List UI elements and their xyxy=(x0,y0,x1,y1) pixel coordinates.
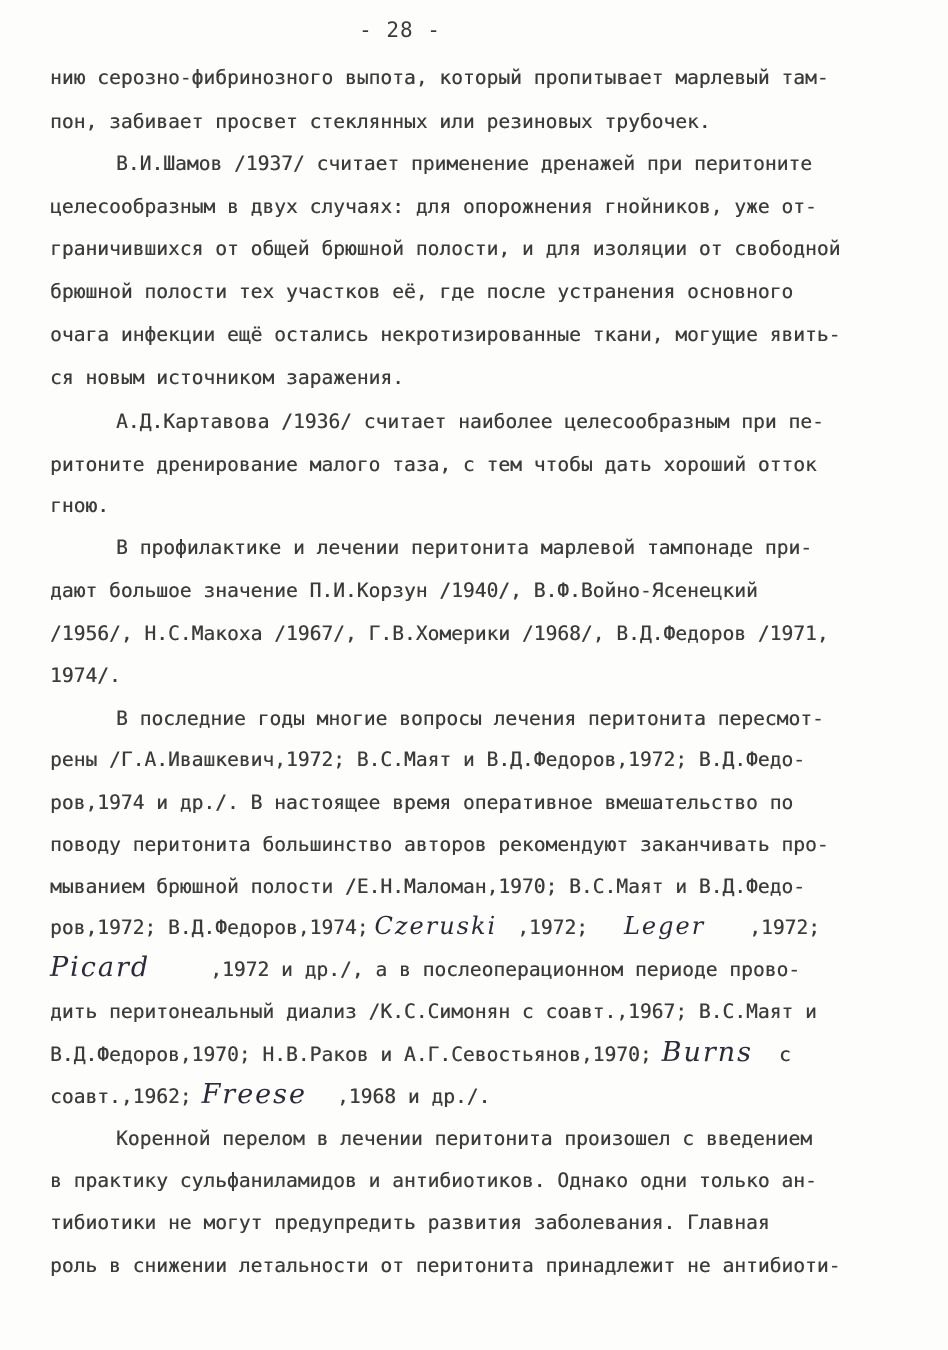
paragraph-start: А.Д.Картавова /1936/ считает наиболее целесообразным при пе- xyxy=(116,410,824,433)
text-line-with-handwriting xyxy=(50,952,801,983)
text-line: ся новым источником заражения. xyxy=(50,366,404,389)
text-line: 1974/. xyxy=(50,664,121,687)
text-segment: ,1972; xyxy=(517,916,588,939)
text-line: тибиотики не могут предупредить развития заболевания. Главная xyxy=(50,1211,770,1234)
text-line: нию серозно-фибринозного выпота, который пропитывает марлевый там- xyxy=(50,66,829,89)
handwritten-name: Leger xyxy=(623,912,706,940)
handwritten-name: Czeruski xyxy=(374,912,498,940)
text-line: ров,1974 и др./. В настоящее время оперативное вмешательство по xyxy=(50,791,794,814)
text-segment: ров,1972; В.Д.Федоров,1974; xyxy=(50,916,369,939)
text-line: рены /Г.А.Ивашкевич,1972; В.С.Маят и В.Д.Федоров,1972; В.Д.Федо- xyxy=(50,748,805,771)
text-segment: В.Д.Федоров,1970; Н.В.Раков и А.Г.Севостьянов,1970; xyxy=(50,1043,652,1066)
text-segment: с xyxy=(779,1043,791,1066)
text-line: гною. xyxy=(50,494,109,517)
handwritten-name: Picard xyxy=(50,952,151,983)
text-line-with-handwriting xyxy=(50,1037,791,1068)
text-line: роль в снижении летальности от перитонита принадлежит не антибиоти- xyxy=(50,1254,841,1277)
paragraph-start: В последние годы многие вопросы лечения перитонита пересмот- xyxy=(116,707,824,730)
text-line: /1956/, Н.С.Макоха /1967/, Г.В.Хомерики /1968/, В.Д.Федоров /1971, xyxy=(50,622,829,645)
text-line: мыванием брюшной полости /Е.Н.Маломан,1970; В.С.Маят и В.Д.Федо- xyxy=(50,875,805,898)
text-line-with-handwriting xyxy=(50,914,820,940)
text-segment: ,1972 и др./, а в послеоперационном периоде прово- xyxy=(210,958,801,981)
page-number: - 28 - xyxy=(359,18,441,42)
text-segment: соавт.,1962; xyxy=(50,1085,192,1108)
text-line: ритоните дренирование малого таза, с тем чтобы дать хороший отток xyxy=(50,453,817,476)
text-line: поводу перитонита большинство авторов рекомендуют заканчивать про- xyxy=(50,833,829,856)
handwritten-name: Burns xyxy=(661,1037,754,1068)
text-line: дают большое значение П.И.Корзун /1940/, В.Ф.Войно-Ясенецкий xyxy=(50,579,758,602)
text-line: брюшной полости тех участков её, где после устранения основного xyxy=(50,280,794,303)
text-line: целесообразным в двух случаях: для опорожнения гнойников, уже от- xyxy=(50,195,817,218)
text-line: граничившихся от общей брюшной полости, и для изоляции от свободной xyxy=(50,237,841,260)
text-line: очага инфекции ещё остались некротизированные ткани, могущие явить- xyxy=(50,323,841,346)
text-line: пон, забивает просвет стеклянных или резиновых трубочек. xyxy=(50,110,711,133)
handwritten-name: Freese xyxy=(201,1079,307,1110)
paragraph-start: Коренной перелом в лечении перитонита произошел с введением xyxy=(116,1127,812,1150)
text-line: в практику сульфаниламидов и антибиотиков. Однако одни только ан- xyxy=(50,1169,817,1192)
text-segment: ,1968 и др./. xyxy=(337,1085,491,1108)
paragraph-start: В профилактике и лечении перитонита марлевой тампонаде при- xyxy=(116,536,812,559)
text-line: дить перитонеальный диализ /К.С.Симонян с соавт.,1967; В.С.Маят и xyxy=(50,1000,817,1023)
text-segment: ,1972; xyxy=(749,916,820,939)
paragraph-start: В.И.Шамов /1937/ считает применение дренажей при перитоните xyxy=(116,152,812,175)
text-line-with-handwriting xyxy=(50,1079,491,1110)
